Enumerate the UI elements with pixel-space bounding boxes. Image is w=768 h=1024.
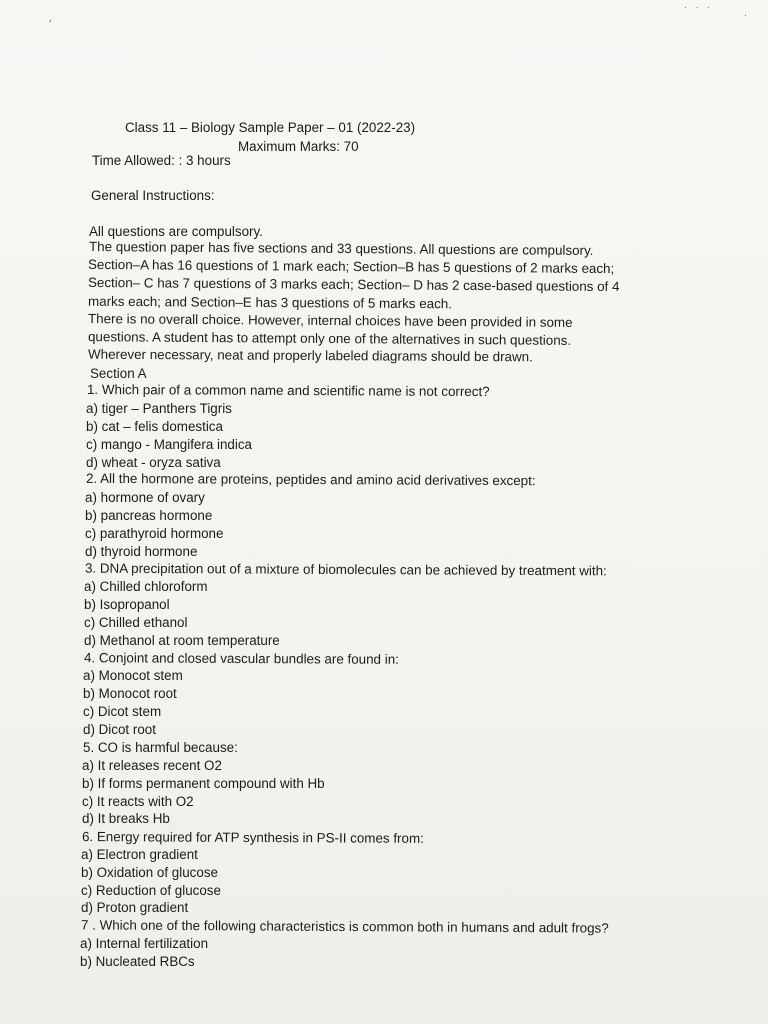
instruction-line: There is no overall choice. However, internal choices have been provided in some [87, 311, 573, 330]
instruction-line: All questions are compulsory. [89, 224, 263, 239]
instruction-line: Section– C has 7 questions of 3 marks each; Section– D has 2 case-based questions of 4 [87, 274, 620, 295]
option: b) pancreas hormone [85, 508, 213, 523]
option: a) Monocot stem [83, 668, 183, 683]
instruction-line: Section–A has 16 questions of 1 mark each; Section–B has 5 questions of 2 marks each; [87, 256, 615, 277]
option: b) Oxidation of glucose [81, 865, 218, 880]
option: c) Dicot stem [83, 704, 162, 719]
option: b) Isopropanol [84, 597, 170, 612]
scan-mark: ‘ [46, 17, 53, 31]
time-allowed: Time Allowed: : 3 hours [92, 153, 231, 168]
option: a) Chilled chloroform [84, 579, 208, 594]
option: a) It releases recent O2 [82, 758, 222, 773]
instruction-line: The question paper has five sections and 33 questions. All questions are compulsory. [88, 239, 594, 258]
option: d) Methanol at room temperature [84, 633, 280, 648]
option: b) Monocot root [83, 686, 177, 701]
scan-mark: · [744, 10, 747, 20]
option: c) Chilled ethanol [84, 615, 188, 630]
maximum-marks: Maximum Marks: 70 [238, 139, 359, 154]
option: d) Dicot root [83, 722, 156, 737]
option: a) tiger – Panthers Tigris [86, 401, 232, 416]
option: c) It reacts with O2 [82, 794, 194, 809]
question-7: 7 . Which one of the following characteristics is common both in humans and adult frogs? [80, 917, 609, 936]
option: d) thyroid hormone [85, 544, 198, 559]
instruction-line: questions. A student has to attempt only one of the alternatives in such questions. [87, 329, 572, 348]
question-6: 6. Energy required for ATP synthesis in PS-II comes from: [81, 829, 424, 846]
instruction-line: marks each; and Section–E has 3 questions of 5 marks each. [87, 293, 453, 312]
option: b) If forms permanent compound with Hb [82, 776, 325, 791]
option: a) hormone of ovary [85, 490, 205, 505]
question-2: 2. All the hormone are proteins, peptides and amino acid derivatives except: [85, 470, 536, 489]
option: d) It breaks Hb [82, 811, 170, 826]
option: c) mango - Mangifera indica [86, 437, 252, 452]
option: d) wheat - oryza sativa [86, 455, 221, 470]
question-4: 4. Conjoint and closed vascular bundles are found in: [83, 650, 399, 667]
question-3: 3. DNA precipitation out of a mixture of biomolecules can be achieved by treatment with: [84, 560, 607, 579]
option: d) Proton gradient [81, 900, 189, 915]
scan-mark: · · · [684, 2, 713, 12]
option: c) Reduction of glucose [81, 883, 221, 898]
option: a) Internal fertilization [80, 936, 209, 951]
option: a) Electron gradient [81, 847, 198, 862]
question-5: 5. CO is harmful because: [83, 740, 238, 755]
option: b) Nucleated RBCs [80, 954, 195, 969]
section-heading: Section A [90, 366, 147, 381]
instruction-line: Wherever necessary, neat and properly labeled diagrams should be drawn. [87, 346, 533, 365]
option: b) cat – felis domestica [86, 419, 223, 434]
question-1: 1. Which pair of a common name and scientific name is not correct? [86, 381, 490, 400]
option: c) parathyroid hormone [85, 526, 224, 541]
general-instructions-heading: General Instructions: [91, 188, 215, 203]
paper-title: Class 11 – Biology Sample Paper – 01 (2022-23) [125, 120, 416, 135]
